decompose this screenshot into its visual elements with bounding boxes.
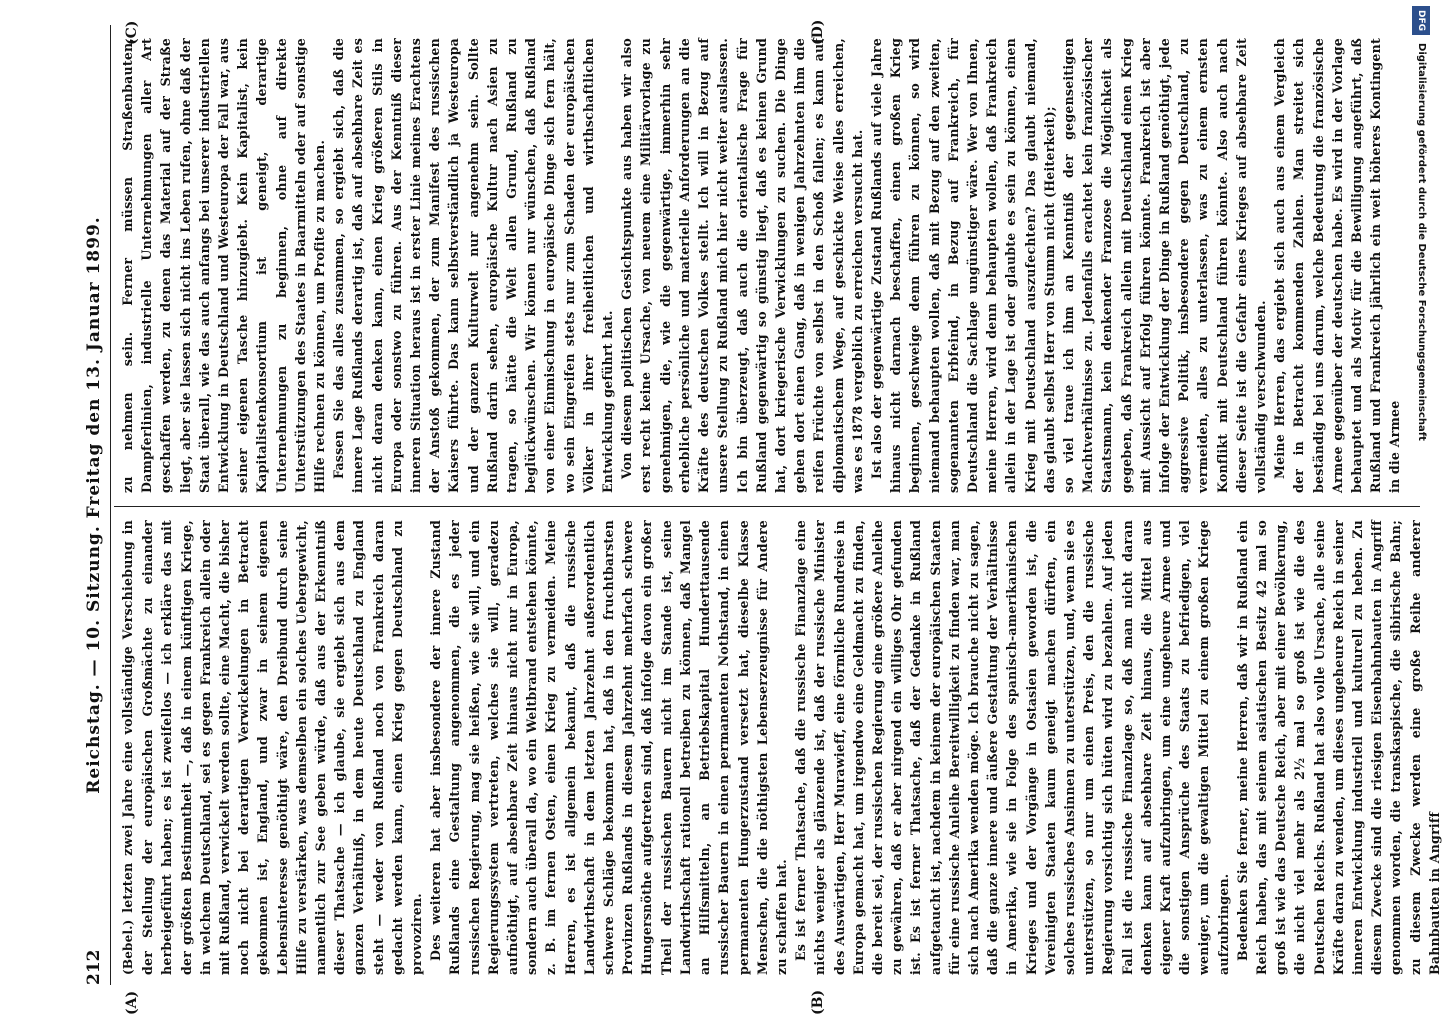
column-divider	[114, 506, 1420, 507]
dfg-logo-text: DFG	[1412, 6, 1430, 35]
paragraph	[118, 520, 426, 975]
paragraph-text: letzten zwei Jahre eine vollständige Verschiebung in der Stellung der europäischen Großmächte zu einander herbeigeführt haben; es ist zweifellos — ich erkläre das mit der größten Bestimmtheit —, daß in einem künftigen Kriege, in welchem Deutschland, sei es gegen Frankreich allein oder mit Rußland, verwickelt werden sollte, eine Macht, die bisher noch nicht bei derartigen Verwickelungen in Betracht gekommen ist, England, und zwar in seinem eigenen Lebensinteresse genöthigt wäre, den Dreibund durch seine Hilfe zu verstärken, was demselben ein solches Uebergewicht, namentlich zur See geben würde, daß aus der Erkenntniß dieser Thatsache — ich glaube, sie ergiebt sich aus dem ganzen Verhältniß, in dem heute Deutschland zu England steht — weder von Rußland noch von Frankreich daran gedacht werden kann, einen Krieg gegen Deutschland zu provoziren.	[120, 520, 425, 975]
text-column-left	[118, 520, 1442, 975]
paragraph: so viel traue ich ihm an Kenntniß der gegenseitigen Machtverhältnisse zu. Jedenfalls erachtet kein französischer Staatsmann, kein denkender Franzose die Möglichkeit als gegeben, daß Frankreich allein mit Deutschland einen Krieg mit Aussicht auf Erfolg führen könnte. Frankreich ist aber infolge der Entwicklung der Dinge in Rußland genöthigt, jede aggressive Politik, insbesondere gegen Deutschland, zu vermeiden, alles zu unterlassen, was zu einem ernsten Konflikt mit Deutschland führen könnte. Also auch nach dieser Seite ist die Gefahr eines Krieges auf absehbare Zeit vollständig verschwunden.	[1060, 38, 1268, 493]
margin-marker-c: (C)	[124, 20, 140, 45]
paragraph: zu nehmen sein. Ferner müssen Straßenbauten, Dampferlinien, industrielle Unternehmungen aller Art geschaffen werden, zu denen das Material auf der Straße liegt, aber sie lassen sich nicht ins Leben rufen, ohne daß der Staat überall, wie das auch anfangs bei unserer industriellen Entwicklung in Deutschland und Westeuropa der Fall war, aus seiner eigenen Tasche hinzugiebt. Kein Kapitalist, kein Kapitalistenkonsortium ist geneigt, derartige Unternehmungen zu beginnen, ohne auf direkte Unterstützungen des Staates in Baarmitteln oder auf sonstige Hilfe rechnen zu können, um Profite zu machen.	[120, 38, 328, 493]
funding-credit	[1412, 0, 1430, 1000]
page-title: Reichstag. — 10. Sitzung. Freitag den 13. Januar 1899.	[84, 216, 104, 794]
paragraph: Bedenken Sie ferner, meine Herren, daß wir in Rußland ein Reich haben, das mit seinem asiatischen Besitz 42 mal so groß ist wie das Deutsche Reich, aber mit einer Bevölkerung, die nicht viel mehr als 2½ mal so groß ist wie die des Deutschen Reichs. Rußland hat also volle Ursache, alle seine Kräfte daran zu wenden, um dieses ungeheure Reich in seiner inneren Entwicklung industriell und kulturell zu heben. Zu diesem Zwecke sind die riesigen Eisenbahnbauten in Angriff genommen worden, die transkaspische, die sibirische Bahn; zu diesem Zwecke werden eine große Reihe anderer Bahnbauten in Angriff	[1234, 520, 1442, 975]
margin-marker-a: (A)	[124, 990, 140, 1015]
margin-marker-b: (B)	[810, 989, 826, 1015]
digitization-sidebar	[1412, 0, 1430, 1000]
speaker-label: (Bebel.)	[121, 919, 135, 975]
margin-marker-d: (D)	[810, 19, 826, 45]
paragraph: Meine Herren, das ergiebt sich auch aus einem Vergleich der in Betracht kommenden Zahlen. Man streitet sich beständig bei uns darum, welche Bedeutung die französische Armee gegenüber der deutschen habe. Es wird in der Vorlage behauptet und als Motiv für die Bewilligung angeführt, daß Rußland und Frankreich jährlich ein weit höheres Kontingent in die Armee	[1272, 38, 1403, 493]
paragraph: Des weiteren hat aber insbesondere der innere Zustand Rußlands eine Gestaltung angenommen, die es jeder russischen Regierung, mag sie heißen, wie sie will, und ein Regierungssystem vertreten, welches sie will, geradezu aufnöthigt, auf absehbare Zeit hinaus nicht nur in Europa, sondern auch überall da, wo ein Weltbrand entstehen könnte, z. B. im fernen Osten, einen Krieg zu vermeiden. Meine Herren, es ist allgemein bekannt, daß die russische Landwirthschaft in dem letzten Jahrzehnt außerordentlich schwere Schläge bekommen hat, daß in den fruchtbarsten Provinzen Rußlands in diesem Jahrzehnt mehrfach schwere Hungersnöthe aufgetreten sind, daß infolge davon ein großer Theil der russischen Bauern nicht im Stande ist, seine Landwirthschaft rationell betreiben zu können, daß Mangel an Hilfsmitteln, an Betriebskapital Hunderttausende russischer Bauern in einen permanenten Nothstand, in einen permanenten Hungerzustand versetzt hat, dieselbe Klasse Menschen, die die nöthigsten Lebenserzeugnisse für Andere zu schaffen hat.	[428, 520, 789, 975]
paragraph: Fassen Sie das alles zusammen, so ergiebt sich, daß die innere Lage Rußlands derartig ist, daß auf absehbare Zeit es nicht daran denken kann, einen Krieg größeren Stils in Europa oder sonstwo zu führen. Aus der Kenntniß dieser inneren Situation heraus ist in erster Linie meines Erachtens der Anstoß gekommen, der zum Manifest des russischen Kaisers führte. Das kann selbstverständlich ja Westeuropa und der ganzen Kulturwelt nur angenehm sein. Sollte Rußland darin sehen, europäische Kultur nach Asien zu tragen, so hätte die Welt allen Grund, Rußland zu beglückwünschen. Wir können nur wünschen, daß Rußland von einer Einmischung in europäische Dinge sich fern hält, wo sein Eingreifen stets nur zum Schaden der europäischen Völker in ihrer freiheitlichen und wirthschaftlichen Entwicklung geführt hat.	[331, 38, 616, 493]
text-column-right	[118, 38, 1420, 493]
paragraph: Von diesem politischen Gesichtspunkte aus haben wir also erst recht keine Ursache, von neuem eine Militärvorlage zu genehmigen, die, wie die gegenwärtige, immerhin sehr erhebliche persönliche und materielle Anforderungen an die Kräfte des deutschen Volkes stellt. Ich will in Bezug auf unsere Stellung zu Rußland mich hier nicht weiter auslassen. Ich bin überzeugt, daß auch die orientalische Frage für Rußland gegenwärtig so günstig liegt, daß es keinen Grund hat, dort kriegerische Verwicklungen zu suchen. Die Dinge gehen dort einen Gang, daß in wenigen Jahrzehnten ihm die reifen Früchte von selbst in den Schoß fallen; es kann auf diplomatischem Wege, auf geschickte Weise alles erreichen, was es 1878 vergeblich zu erreichen versucht hat.	[619, 38, 865, 493]
page-header	[80, 25, 111, 985]
paragraph: Ist also der gegenwärtige Zustand Rußlands auf viele Jahre hinaus nicht darnach beschaffen, einen großen Krieg beginnen, geschweige denn führen zu können, so wird niemand behaupten wollen, daß mit Bezug auf den zweiten, sogenannten Erbfeind, in Bezug auf Frankreich, für Deutschland die Sachlage ungünstiger wäre. Wer von Ihnen, meine Herren, wird denn behaupten wollen, daß Frankreich allein in der Lage ist oder glaubte es sein zu können, einen Krieg mit Deutschland auszufechten? Das glaubt niemand, das glaubt selbst Herr von Stumm nicht (Heiterkeit);	[868, 38, 1057, 493]
paragraph: Es ist ferner Thatsache, daß die russische Finanzlage eine nichts weniger als glänzende ist, daß der russische Minister des Auswärtigen, Herr Murawieff, eine förmliche Rundreise in Europa gemacht hat, um irgendwo eine Geldmacht zu finden, die bereit sei, der russischen Regierung eine größere Anleihe zu gewähren, daß er aber nirgend ein williges Ohr gefunden ist. Es ist ferner Thatsache, daß der Gedanke in Rußland aufgetaucht ist, nachdem in keinem der europäischen Staaten für eine russische Anleihe Bereitwilligkeit zu finden war, man sich nach Amerika wenden möge. Ich brauche nicht zu sagen, daß die ganze innere und äußere Gestaltung der Verhältnisse in Amerika, wie sie in Folge des spanisch-amerikanischen Krieges und der Vorgänge in Ostasien geworden ist, die Vereinigten Staaten kaum geneigt machen dürften, ein solches russisches Ansinnen zu unterstützen, und, wenn sie es unterstützen, so nur um einen Preis, den die russische Regierung vorsichtig sich hüten wird zu bezahlen. Auf jeden Fall ist die russische Finanzlage so, daß man nicht daran denken kann auf absehbare Zeit hinaus, die Mittel aus eigener Kraft aufzubringen, um eine ungeheure Armee und die sonstigen Ansprüche des Staats zu befriedigen, viel weniger, um die gewaltigen Mittel zu einem großen Kriege aufzubringen.	[793, 520, 1231, 975]
funding-credit-text: Digitalisierung gefördert durch die Deutsche Forschungsgemeinschaft	[1416, 43, 1427, 441]
page-number: 212	[84, 949, 104, 985]
